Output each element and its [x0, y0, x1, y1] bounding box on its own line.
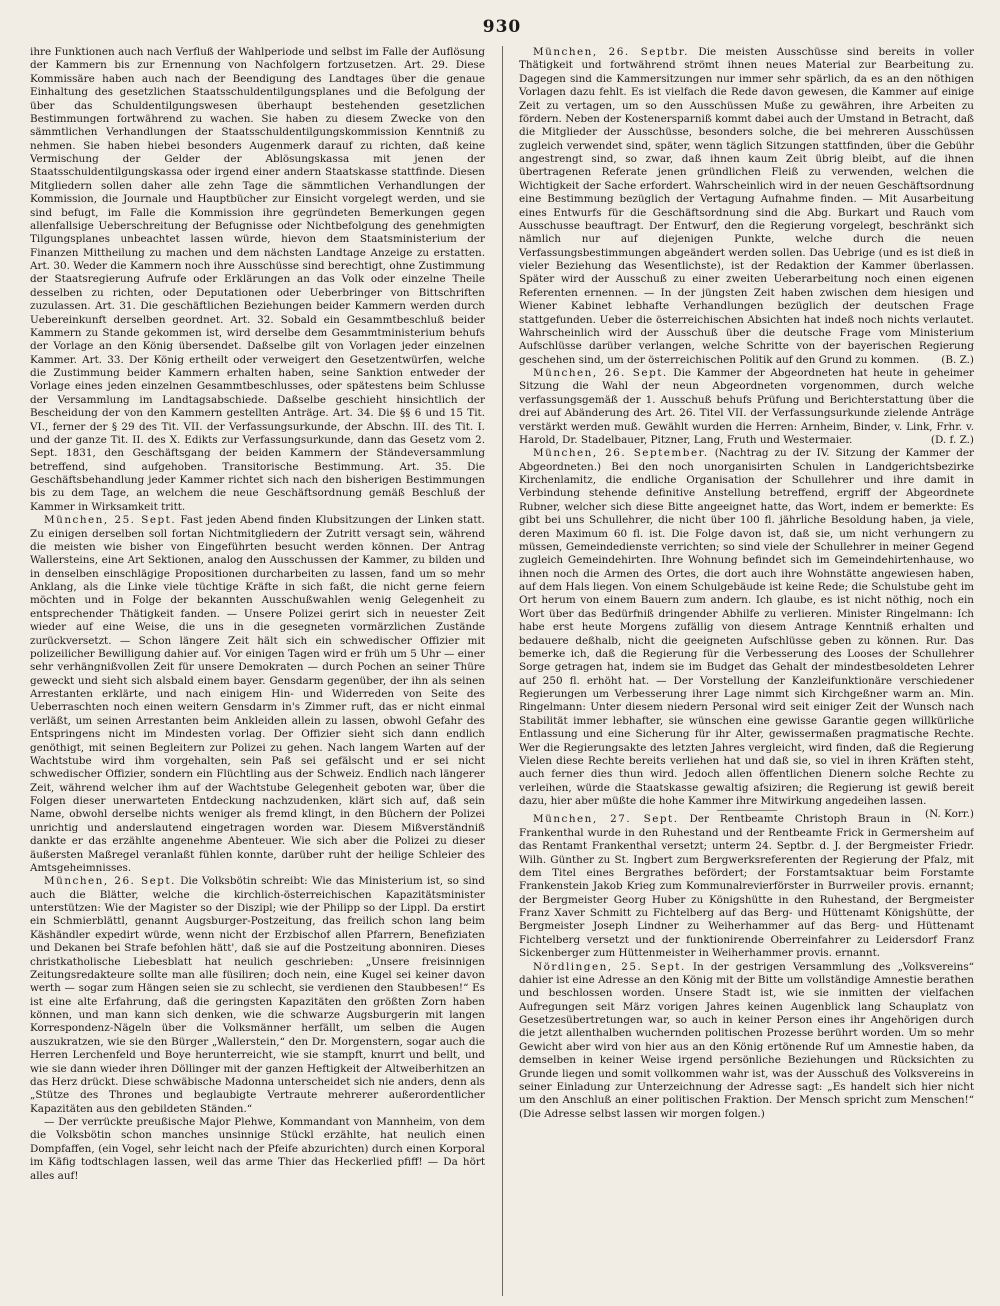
- article-dateline: München, 25. Sept.: [44, 514, 177, 527]
- article-text: Fast jeden Abend finden Klubsitzungen der Linken statt. Zu einigen derselben soll fortan Nichtmitgliedern der Zutritt versagt sein, während die meisten wie bisher von Eingeführten besucht werden können. Der Antrag Wallersteins, eine Art Sektionen, analog den Ausschussen der Kammer, zu bilden und in denselben einschlägige Propositionen durcharbeiten zu lassen, fand um so mehr Anklang, als die Linke viele tüchtige Kräfte in sich faßt, die nicht gerne feiern möchten und in Folge der bekannten Ausschußwahlen wenig Gelegenheit zu entsprechender Thätigkeit fanden. — Unsere Polizei gerirt sich in neuester Zeit wieder auf eine Weise, die uns in die gesegneten vormärzlichen Zustände zurückversetzt. — Schon längere Zeit hält sich ein schwedischer Offizier mit polizeilicher Bewilligung dahier auf. Vor einigen Tagen wird er früh um 5 Uhr — einer sehr verhängnißvollen Zeit für unsere Demokraten — durch Pochen an seiner Thüre geweckt und sieht sich alsbald einem bayer. Gensdarm gegenüber, der ihn als seinen Arrestanten erklärte, und nach einigem Hin- und Widerreden von Seite des Ueberraschten noch einen weitern Gensdarm in's Zimmer ruft, das er nicht einmal verläßt, um seinen Arrestanten beim Ankleiden allein zu lassen, obwohl Gefahr des Entspringens nicht im Mindesten vorlag. Der Offizier sieht sich dann endlich genöthigt, mit seinen Begleitern zur Polizei zu gehen. Nach langem Warten auf der Wachtstube wird ihm vorgehalten, sein Paß sei gefälscht und er sei nicht schwedischer Offizier, sondern ein Flüchtling aus der Schweiz. Endlich nach längerer Zeit, während welcher ihm auf der Wachtstube Gelegenheit geboten war, über die Folgen dieser unerwarteten Entdeckung nachzudenken, klärt sich auf, daß sein Name, obwohl derselbe nichts weniger als fremd klingt, in den Büchern der Polizei unrichtig und anderslautend eingetragen worden war. Diesem Mißverständniß dankte er das erzählte angenehme Abenteuer. Wie sich aber die Polizei zu dieser äußersten Maßregel veranlaßt fühlen konnte, darüber ruht der heilige Schleier des Amtsgeheimnisses.: [30, 514, 485, 874]
- article-paragraph: [519, 46, 974, 367]
- article-dateline: Nördlingen, 25. Sept.: [533, 960, 686, 973]
- article-text: — Der verrückte preußische Major Plehwe, Kommandant von Mannheim, von dem die Volksbötin schon manches unsinnige Stückl erzählte, hat neulich einen Dompfaffen, (ein Vogel, sehr leicht nach der Pfeife abzurichten) durch einen Korporal im Käfig todtschlagen lassen, weil das arme Thier das Heckerlied pfiff! — Da hört alles auf!: [30, 1116, 485, 1182]
- article-text: Die Volksbötin schreibt: Wie das Ministerium ist, so sind auch die Blätter, welche die kirchlich-österreichischen Kapazitätsminister unterstützen: Wie der Magister so der Diszipl; wie der Philipp so der Lippl. Da erstirt ein Schmierblättl, genannt Augsburger-Postzeitung, das freilich schon lang beim Käshändler expedirt würde, wenn nicht der Erzbischof allen Pfarrern, Benefiziaten und Dekanen bei Strafe befohlen hätt', daß sie auf die Postzeitung abonniren. Dieses christkatholische Liebesblatt hat neulich geschrieben: „Unsere freisinnigen Zeitungsredakteure sollte man alle füsiliren; doch nein, eine Kugel sei keiner davon werth — sogar zum Hängen seien sie zu schlecht, sie verdienen den Staubbesen!“ Es ist eine alte Erfahrung, daß die geringsten Kapazitäten den größten Zorn haben können, und man kann sich denken, wie die schwarze Augsburgerin mit langen Korrespondenz-Nägeln über die Volksmänner herfällt, um selben die Augen auszukratzen, wie sie den Bürger „Wallerstein,“ den Dr. Morgenstern, sogar auch die Herren Lerchenfeld und Boye herunterreicht, wie sie stampft, knurrt und bellt, und wie sie dann wieder ihren Döllinger mit der ganzen Heftigkeit der Altweiberhitzen an das Herz drückt. Diese schwäbische Madonna unterscheidet sich nie anders, denn als „Stütze des Thrones und beglaubigte Vertraute mehrerer außerordentlicher Kapazitäten aus den gebildeten Ständen.“: [30, 875, 485, 1115]
- article-dateline: München, 26. Sept.: [533, 367, 668, 379]
- article-paragraph: [30, 1116, 485, 1183]
- article-dateline: München, 26. Septbr.: [533, 46, 689, 58]
- article-paragraph: [519, 961, 974, 1122]
- page-number: 930: [482, 17, 522, 37]
- article-dateline: München, 27. Sept.: [533, 813, 679, 826]
- article-text: (Nachtrag zu der IV. Sitzung der Kammer der Abgeordneten.) Bei den noch unorganisirten Schulen in Landgerichtsbezirke Kirchenlamitz, die endliche Organisation der Schullehrer und ihre damit in Verbindung stehende definitive Anstellung betreffend, ergriff der Abgeordnete Rubner, welcher sich diese Bitte angeeignet hatte, das Wort, indem er bemerkte: Es gibt bei uns Schullehrer, die nicht über 100 fl. jährliche Besoldung haben, ja viele, deren Maximum 60 fl. ist. Die Folge davon ist, daß sie, um nicht verhungern zu müssen, Gemeindedienste verrichten; so sind viele der Schullehrer in meiner Gegend zugleich Gemeindehirten. Ihre Wohnung befindet sich im Gemeindehirtenhause, wo ihnen noch die Armen des Ortes, die dort auch ihre Wohnstätte angewiesen haben, auf dem Hals liegen. Von einem Schulgebäude ist keine Rede; die Schulstube geht im Ort herum von einem Bauern zum andern. Ich glaube, es ist nicht nöthig, noch ein Wort über das Bedürfniß dringender Abhilfe zu verlieren. Minister Ringelmann: Ich habe erst heute Morgens zufällig von diesem Antrage Kenntniß erhalten und bedauere deßhalb, nicht die geeigneten Aufschlüsse geben zu können. Rur. Das bemerke ich, daß die Regierung für die Verbesserung des Looses der Schullehrer Sorge getragen hat, indem sie im Budget das Gehalt der mindestbesoldeten Lehrer auf 250 fl. erhöht hat. — Der Vorstellung der Kanzleifunktionäre verschiedener Regierungen um Verbesserung ihrer Lage nimmt sich Kirchgeßner warm an. Min. Ringelmann: Unter diesem niedern Personal wird seit einiger Zeit der Wunsch nach Stabilität immer lebhafter, sie wünschen eine gewisse Garantie gegen willkürliche Entlassung und eine Sicherung für ihr Alter, gewissermaßen pragmatische Rechte. Wer die Regierungsakte des letzten Jahres vergleicht, wird finden, daß die Regierung Vielen diese Rechte bereits verliehen hat und daß sie, so viel in ihren Kräften steht, auch ferner dies thun wird. Jedoch allen öffentlichen Dienern solche Rechte zu verleihen, würde die Staatskasse gewaltig afsiziren; die Regierung ist gewiß bereit dazu, hier aber müßte die hohe Kammer ihre Mitwirkung angedeihen lassen.: [519, 447, 974, 807]
- article-text: In der gestrigen Versammlung des „Volksvereins“ dahier ist eine Adresse an den König mit der Bitte um vollständige Amnestie berathen und beschlossen worden. Unsere Stadt ist, wie sie inmitten der vielfachen Aufregungen seit März vorigen Jahres keinen Augenblick lang Schauplatz von Gesetzesübertretungen war, so auch in keiner Person eines ihr Angehörigen durch die jetzt allenthalben wuchernden politischen Prozesse berührt worden. Um so mehr Gewicht aber wird von hier aus an den König ertönende Ruf um Amnestie haben, da demselben in keiner Weise irgend persönliche Beziehungen und Rücksichten zu Grunde liegen und somit vollkommen wahr ist, was der Ausschuß des Volksvereins in seiner Einladung zur Unterzeichnung der Adresse sagt: „Es handelt sich hier nicht um den Anschluß an einer politischen Fraktion. Der Mensch spricht zum Menschen!“ (Die Adresse selbst lassen wir morgen folgen.): [519, 960, 974, 1120]
- article-paragraph: [519, 813, 974, 960]
- left-column: [30, 46, 485, 1296]
- article-dateline: München, 26. Sept.: [44, 875, 176, 888]
- article-paragraph: [30, 46, 485, 514]
- column-divider: [502, 46, 503, 1296]
- article-paragraph: [519, 367, 974, 447]
- article-text: Die meisten Ausschüsse sind bereits in voller Thätigkeit und fortwährend strömt ihnen neues Material zur Bearbeitung zu. Dagegen sind die Kammersitzungen nur immer sehr spärlich, da es an den nöthigen Vorlagen dazu fehlt. Es ist vielfach die Rede davon gewesen, die Kammer auf einige Zeit zu vertagen, um so den Ausschüssen Muße zu gewähren, ihre Arbeiten zu fördern. Neben der Kostenersparniß kommt dabei auch der Umstand in Betracht, daß die Mitglieder der Ausschüsse, besonders solche, die bei mehreren Ausschüssen zugleich verwendet sind, später, wenn täglich Sitzungen stattfinden, über die Gebühr angestrengt sind, so zwar, daß ihnen kaum Zeit übrig bleibt, auf die ihnen übertragenen Referate jenen gründlichen Fleiß zu verwenden, welchen die Wichtigkeit der Sache erfordert. Wahrscheinlich wird in der neuen Geschäftsordnung eine Bestimmung bezüglich der Vertagung Aufnahme finden. — Mit Ausarbeitung eines Entwurfs für die Geschäftsordnung sind die Abg. Burkart und Rauch vom Ausschusse beauftragt. Der Entwurf, den die Regierung vorgelegt, beschränkt sich nämlich nur auf diejenigen Punkte, welche durch die neuen Verfassungsbestimmungen abgeändert werden sollen. Das Uebrige (und es ist dieß in vieler Beziehung das Wesentlichste), ist der Redaktion der Kammer überlassen. Später wird der Ausschuß zu einer zweiten Ueberarbeitung noch einen eigenen Referenten ernennen. — In der jüngsten Zeit haben zwischen dem hiesigen und Wiener Kabinet lebhafte Verhandlungen bezüglich der deutschen Frage stattgefunden. Ueber die österreichischen Absichten hat indeß noch nichts verlautet. Wahrscheinlich wird der Ausschuß über die deutsche Frage vom Ministerium Aufschlüsse darüber verlangen, welche Schritte von der bayerischen Regierung geschehen sind, um der österreichischen Politik auf den Grund zu kommen.: [519, 46, 974, 366]
- right-column: [519, 46, 974, 1296]
- article-text: ihre Funktionen auch nach Verfluß der Wahlperiode und selbst im Falle der Auflösung der Kammern bis zur Ernennung von Nachfolgern fortzusetzen. Art. 29. Diese Kommissäre haben auch nach der Beendigung des Landtages über die genaue Einhaltung des gesetzlichen Staatsschuldentilgungsplanes und die Befolgung der über das Schuldentilgungswesen überhaupt bestehenden gesetzlichen Bestimmungen fortwährend zu wachen. Sie haben zu diesem Zwecke von den sämmtlichen Verhandlungen der Staatsschuldentilgungskommission Kenntniß zu nehmen. Sie haben hiebei besonders Augenmerk darauf zu richten, daß keine Vermischung der Gelder der Ablösungskassa mit jenen der Staatsschuldentilgungskassa oder irgend einer andern Staatskasse stattfinde. Diesen Mitgliedern sollen daher alle zehn Tage die sämmtlichen Verhandlungen der Kommission, die Journale und Hauptbücher zur Einsicht vorgelegt werden, und sie sind befugt, im Falle die Kommission ihre gegründeten Bemerkungen gegen allenfallsige Ueberschreitung der Befugnisse oder Nichtbefolgung des genehmigten Tilgungsplanes unbeachtet lassen würde, hievon dem Staatsministerium der Finanzen Mittheilung zu machen und dem nächsten Landtage Anzeige zu erstatten. Art. 30. Weder die Kammern noch ihre Ausschüsse sind berechtigt, ohne Zustimmung der Staatsregierung Aufrufe oder Erklärungen an das Volk oder einzelne Theile desselben zu richten, oder Deputationen oder Ueberbringer von Bittschriften zuzulassen. Art. 31. Die geschäftlichen Beziehungen beider Kammern werden durch Uebereinkunft derselben geordnet. Art. 32. Sobald ein Gesammtbeschluß beider Kammern zu Stande gekommen ist, wird derselbe dem Gesammtministerium behufs der Vorlage an den König übersendet. Daßselbe gilt von Vorlagen jeder einzelnen Kammer. Art. 33. Der König ertheilt oder verweigert den Gesetzentwürfen, welche die Zustimmung beider Kammern erhalten haben, seine Sanktion entweder der Vorlage eines jeden einzelnen Gesammtbeschlusses, oder spätestens beim Schlusse der Versammlung im Landtagsabschiede. Daßselbe geschieht hinsichtlich der Bescheidung der von den Kammern gestellten Anträge. Art. 34. Die §§ 6 und 15 Tit. VI., ferner der § 29 des Tit. VII. der Verfassungsurkunde, der Abschn. III. des Tit. I. und der ganze Tit. II. des X. Edikts zur Verfassungsurkunde, dann das Gesetz vom 2. Sept. 1831, den Geschäftsgang der beiden Kammern der Ständeversammlung betreffend, sind aufgehoben. Transitorische Bestimmung. Art. 35. Die Geschäftsbehandlung jeder Kammer richtet sich nach den bisherigen Bestimmungen bis zu dem Tage, an welchem die neue Geschäftsordnung gemäß Beschluß der Kammer in Wirksamkeit tritt.: [30, 46, 485, 513]
- article-source-signature: (B. Z.): [941, 353, 974, 366]
- article-source-signature: (N. Korr.): [925, 808, 974, 821]
- article-source-signature: (D. f. Z.): [930, 433, 974, 446]
- columns: [30, 46, 974, 1296]
- article-text: Die Kammer der Abgeordneten hat heute in geheimer Sitzung die Wahl der neun Abgeordneten vorgenommen, durch welche verfassungsgemäß der 1. Ausschuß behufs Prüfung und Berichterstattung über die drei auf Abänderung des Art. 26. Titel VII. der Verfassungsurkunde zielende Anträge verstärkt werden muß. Gewählt wurden die Herren: Arnheim, Binder, v. Link, Frhr. v. Harold, Dr. Stadelbauer, Pitzner, Lang, Fruth und Westermaier.: [519, 367, 974, 446]
- article-separator: [717, 810, 777, 811]
- article-paragraph: [30, 514, 485, 875]
- article-paragraph: [30, 875, 485, 1116]
- article-text: Der Rentbeamte Christoph Braun in Frankenthal wurde in den Ruhestand und der Rentbeamte Frick in Germersheim auf das Rentamt Frankenthal versetzt; unterm 24. Septbr. d. J. der Bergmeister Friedr. Wilh. Günther zu St. Ingbert zum Bergwerksreferenten der Regierung der Pfalz, mit dem Titel eines Bergrathes befördert; der Forstamtsaktuar beim Forstamte Frankenstein Jakob Krieg zum Kommunalrevierförster in Burrweiler provis. ernannt; der Bergmeister Georg Huber zu Königshütte in den Ruhestand, der Bergmeister Franz Xaver Schmitt zu Fichtelberg auf das Berg- und Hüttenamt Königshütte, der Bergmeister Joseph Lindner zu Weiherhammer auf das Berg- und Hüttenamt Fichtelberg versetzt und der funktionirende Oberreinfahrer zu Leidersdorf Franz Sickenberger zum Hüttenmeister in Weiherhammer provis. ernannt.: [519, 813, 974, 960]
- article-dateline: München, 26. September.: [533, 447, 709, 460]
